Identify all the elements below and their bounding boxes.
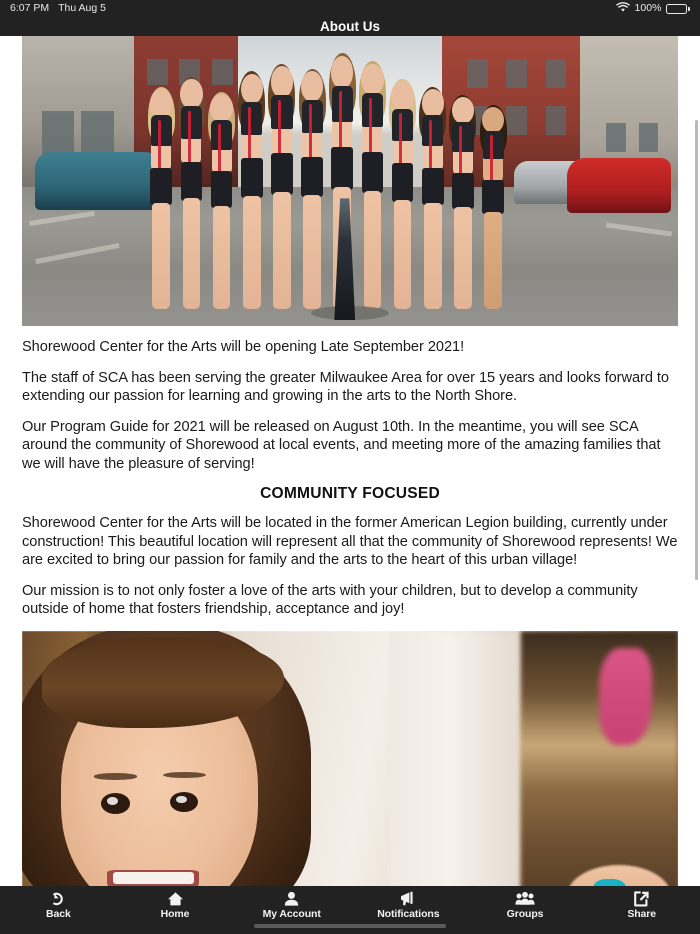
- battery-percent-label: 100%: [634, 2, 662, 15]
- scrollbar-thumb[interactable]: [695, 120, 698, 580]
- tab-share[interactable]: [583, 886, 700, 926]
- tab-groups[interactable]: [467, 886, 584, 926]
- status-date: Thu Aug 5: [58, 2, 106, 15]
- status-bar: [0, 0, 700, 17]
- tab-label-home: Home: [160, 908, 190, 920]
- megaphone-icon: [399, 890, 417, 907]
- home-indicator[interactable]: [254, 924, 446, 928]
- status-bar-left: [10, 3, 106, 14]
- tab-notifications[interactable]: [350, 886, 467, 926]
- team-group: [147, 53, 560, 308]
- tab-home[interactable]: [117, 886, 234, 926]
- status-time: 6:07 PM: [10, 2, 50, 15]
- child-photo: [22, 631, 678, 886]
- paragraph-4: Shorewood Center for the Arts will be located in the former American Legion building, currently under construction! This beautiful location will represent all that the community of Shorewood represents! We are excited to bring our passion for family and the arts to the heart of this urban village!: [22, 515, 678, 569]
- person-icon: [283, 890, 300, 907]
- status-bar-right: [616, 2, 690, 16]
- home-icon: [167, 890, 184, 907]
- title-bar: [0, 17, 700, 36]
- paragraph-3: Our Program Guide for 2021 will be released on August 10th. In the meantime, you will see SCA around the community of Shorewood at local events, and meeting more of the amazing families that we will have the pleasure of serving!: [22, 418, 661, 472]
- section-heading: COMMUNITY FOCUSED: [260, 485, 440, 503]
- tab-label-share: Share: [627, 908, 657, 920]
- article-body: [0, 36, 700, 886]
- tab-my-account[interactable]: [233, 886, 350, 926]
- wifi-icon: [616, 2, 630, 16]
- share-icon: [633, 890, 650, 907]
- scroll-content[interactable]: [0, 36, 700, 886]
- paragraph-5: Our mission is to not only foster a love of the arts with your children, but to develop a community outside of home that fosters friendship, acceptance and joy!: [22, 582, 638, 618]
- tab-label-my-account: My Account: [262, 908, 321, 920]
- tab-label-notifications: Notifications: [377, 908, 440, 920]
- vertical-scrollbar[interactable]: [695, 36, 698, 886]
- page-title: About Us: [320, 19, 380, 34]
- paragraph-2: The staff of SCA has been serving the greater Milwaukee Area for over 15 years and looks forward to extending our passion for learning and growing in the arts to the North Shore.: [22, 369, 669, 405]
- back-arrow-icon: [50, 890, 67, 907]
- battery-full-icon: [666, 4, 690, 14]
- tab-label-groups: Groups: [506, 908, 544, 920]
- people-group-icon: [515, 890, 535, 907]
- tab-back[interactable]: [0, 886, 117, 926]
- tab-label-back: Back: [45, 908, 71, 920]
- paragraph-1: Shorewood Center for the Arts will be opening Late September 2021!: [22, 339, 465, 355]
- bottom-tab-bar: [0, 886, 700, 934]
- hero-image: [22, 36, 678, 326]
